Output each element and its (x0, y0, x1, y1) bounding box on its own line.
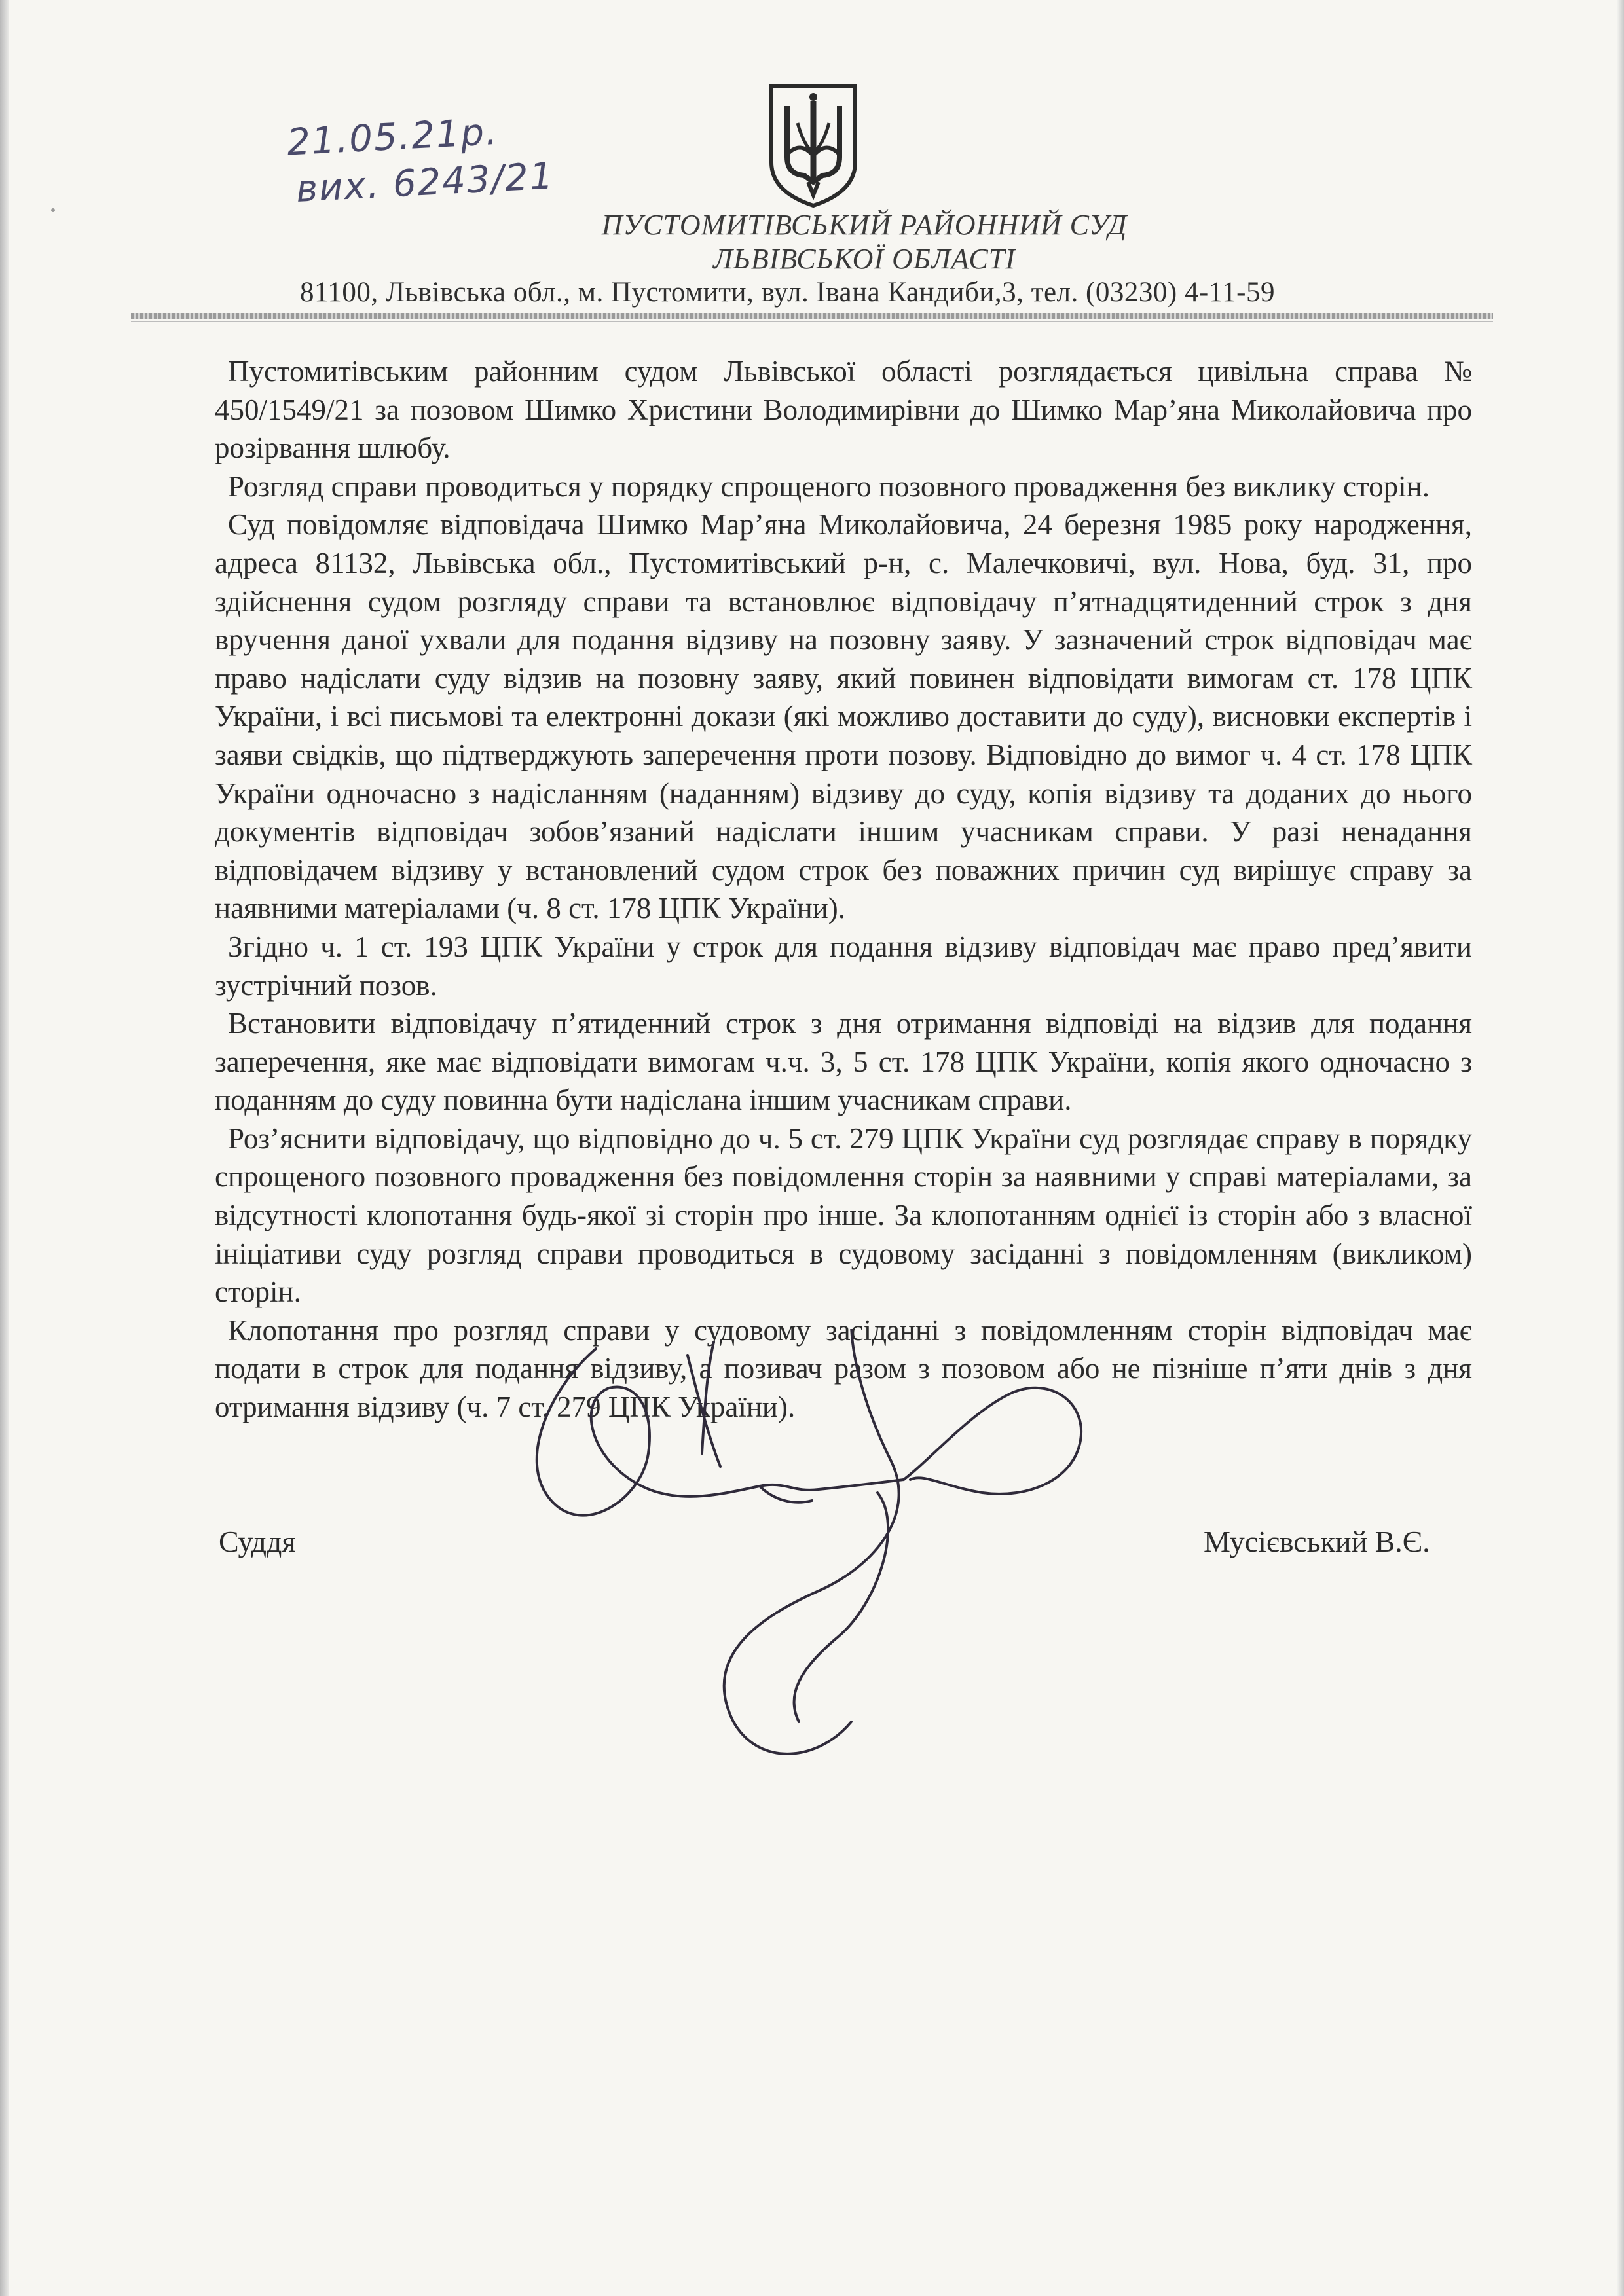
scan-left-edge (0, 0, 9, 2296)
paragraph: Роз’яснити відповідачу, що відповідно до ч. 5 ст. 279 ЦПК України суд розглядає справу в порядку спрощеного позовного провадження без повідомлення сторін за наявними у справі матеріалами, за відсутності клопотання будь-якої зі сторін про інше. За клопотанням однієї із сторін або з власної ініціативи суду розгляд справи проводиться в судовому засіданні з повідомленням (викликом) сторін. (215, 1121, 1472, 1309)
court-address: 81100, Львівська обл., м. Пустомити, вул. Івана Кандиби,3, тел. (03230) 4-11-59 (300, 277, 1275, 308)
header-divider-line (131, 321, 1493, 322)
signature-label: Суддя (219, 1525, 296, 1558)
paragraph: Пустомитівським районним судом Львівської області розглядається цивільна справа № 450/1549/21 за позовом Шимко Христини Володимирівни до Шимко Мар’яна Миколайовича про розірвання шлюбу. (215, 355, 1472, 465)
trident-emblem-icon (767, 84, 859, 208)
scan-right-edge (1617, 0, 1624, 2296)
handwritten-date: 21.05.21р. (286, 110, 500, 164)
judge-name: Мусієвський В.Є. (1204, 1525, 1430, 1558)
court-name: ПУСТОМИТІВСЬКИЙ РАЙОННИЙ СУД (601, 209, 1128, 241)
handwritten-outgoing-number (286, 106, 556, 214)
paragraph: Суд повідомляє відповідача Шимко Мар’яна Миколайовича, 24 березня 1985 року народження, адреса 81132, Львівська обл., Пустомитівський р-н, с. Малечковичі, вул. Нова, буд. 31, про здійснення судом розгляду справи та встановлює відповідачу п’ятнадцятиденний строк з дня вручення даної ухвали для подання відзиву на позовну заяву. У зазначений строк відповідач має право надіслати суду відзив на позовну заяву, який повинен відповідати вимогам ст. 178 ЦПК України, і всі письмові та електронні докази (які можливо доставити до суду), висновки експертів і заяви свідків, що підтверджують заперечення проти позову. Відповідно до вимог ч. 4 ст. 178 ЦПК України одночасно з надісланням (наданням) відзиву до суду, копія відзиву та доданих до нього документів відповідач зобов’язаний надіслати іншим учасникам справи. У разі ненадання відповідачем відзиву у встановлений судом строк без поважних причин суд вирішує справу за наявними матеріалами (ч. 8 ст. 178 ЦПК України). (215, 508, 1472, 925)
document-body (215, 352, 1472, 1427)
court-region: ЛЬВІВСЬКОЇ ОБЛАСТІ (713, 243, 1016, 275)
judge-signature (511, 1329, 1100, 1787)
header-divider (131, 313, 1493, 319)
paragraph: Клопотання про розгляд справи у судовому засіданні з повідомленням сторін відповідач має подати в строк для подання відзиву, а позивач разом з позовом або не пізніше п’яти днів з дня отримання відзиву (ч. 7 ст. 279 ЦПК України). (215, 1313, 1472, 1424)
handwritten-ref: вих. 6243/21 (295, 155, 556, 211)
paragraph: Встановити відповідачу п’ятиденний строк з дня отримання відповіді на відзив для подання заперечення, яке має відповідати вимогам ч.ч. 3, 5 ст. 178 ЦПК України, копія якого одночасно з поданням до суду повинна бути надіслана іншим учасникам справи. (215, 1007, 1472, 1117)
paragraph: Згідно ч. 1 ст. 193 ЦПК України у строк для подання відзиву відповідач має право пред’явити зустрічний позов. (215, 930, 1472, 1002)
paragraph: Розгляд справи проводиться у порядку спрощеного позовного провадження без виклику сторін. (228, 469, 1430, 503)
